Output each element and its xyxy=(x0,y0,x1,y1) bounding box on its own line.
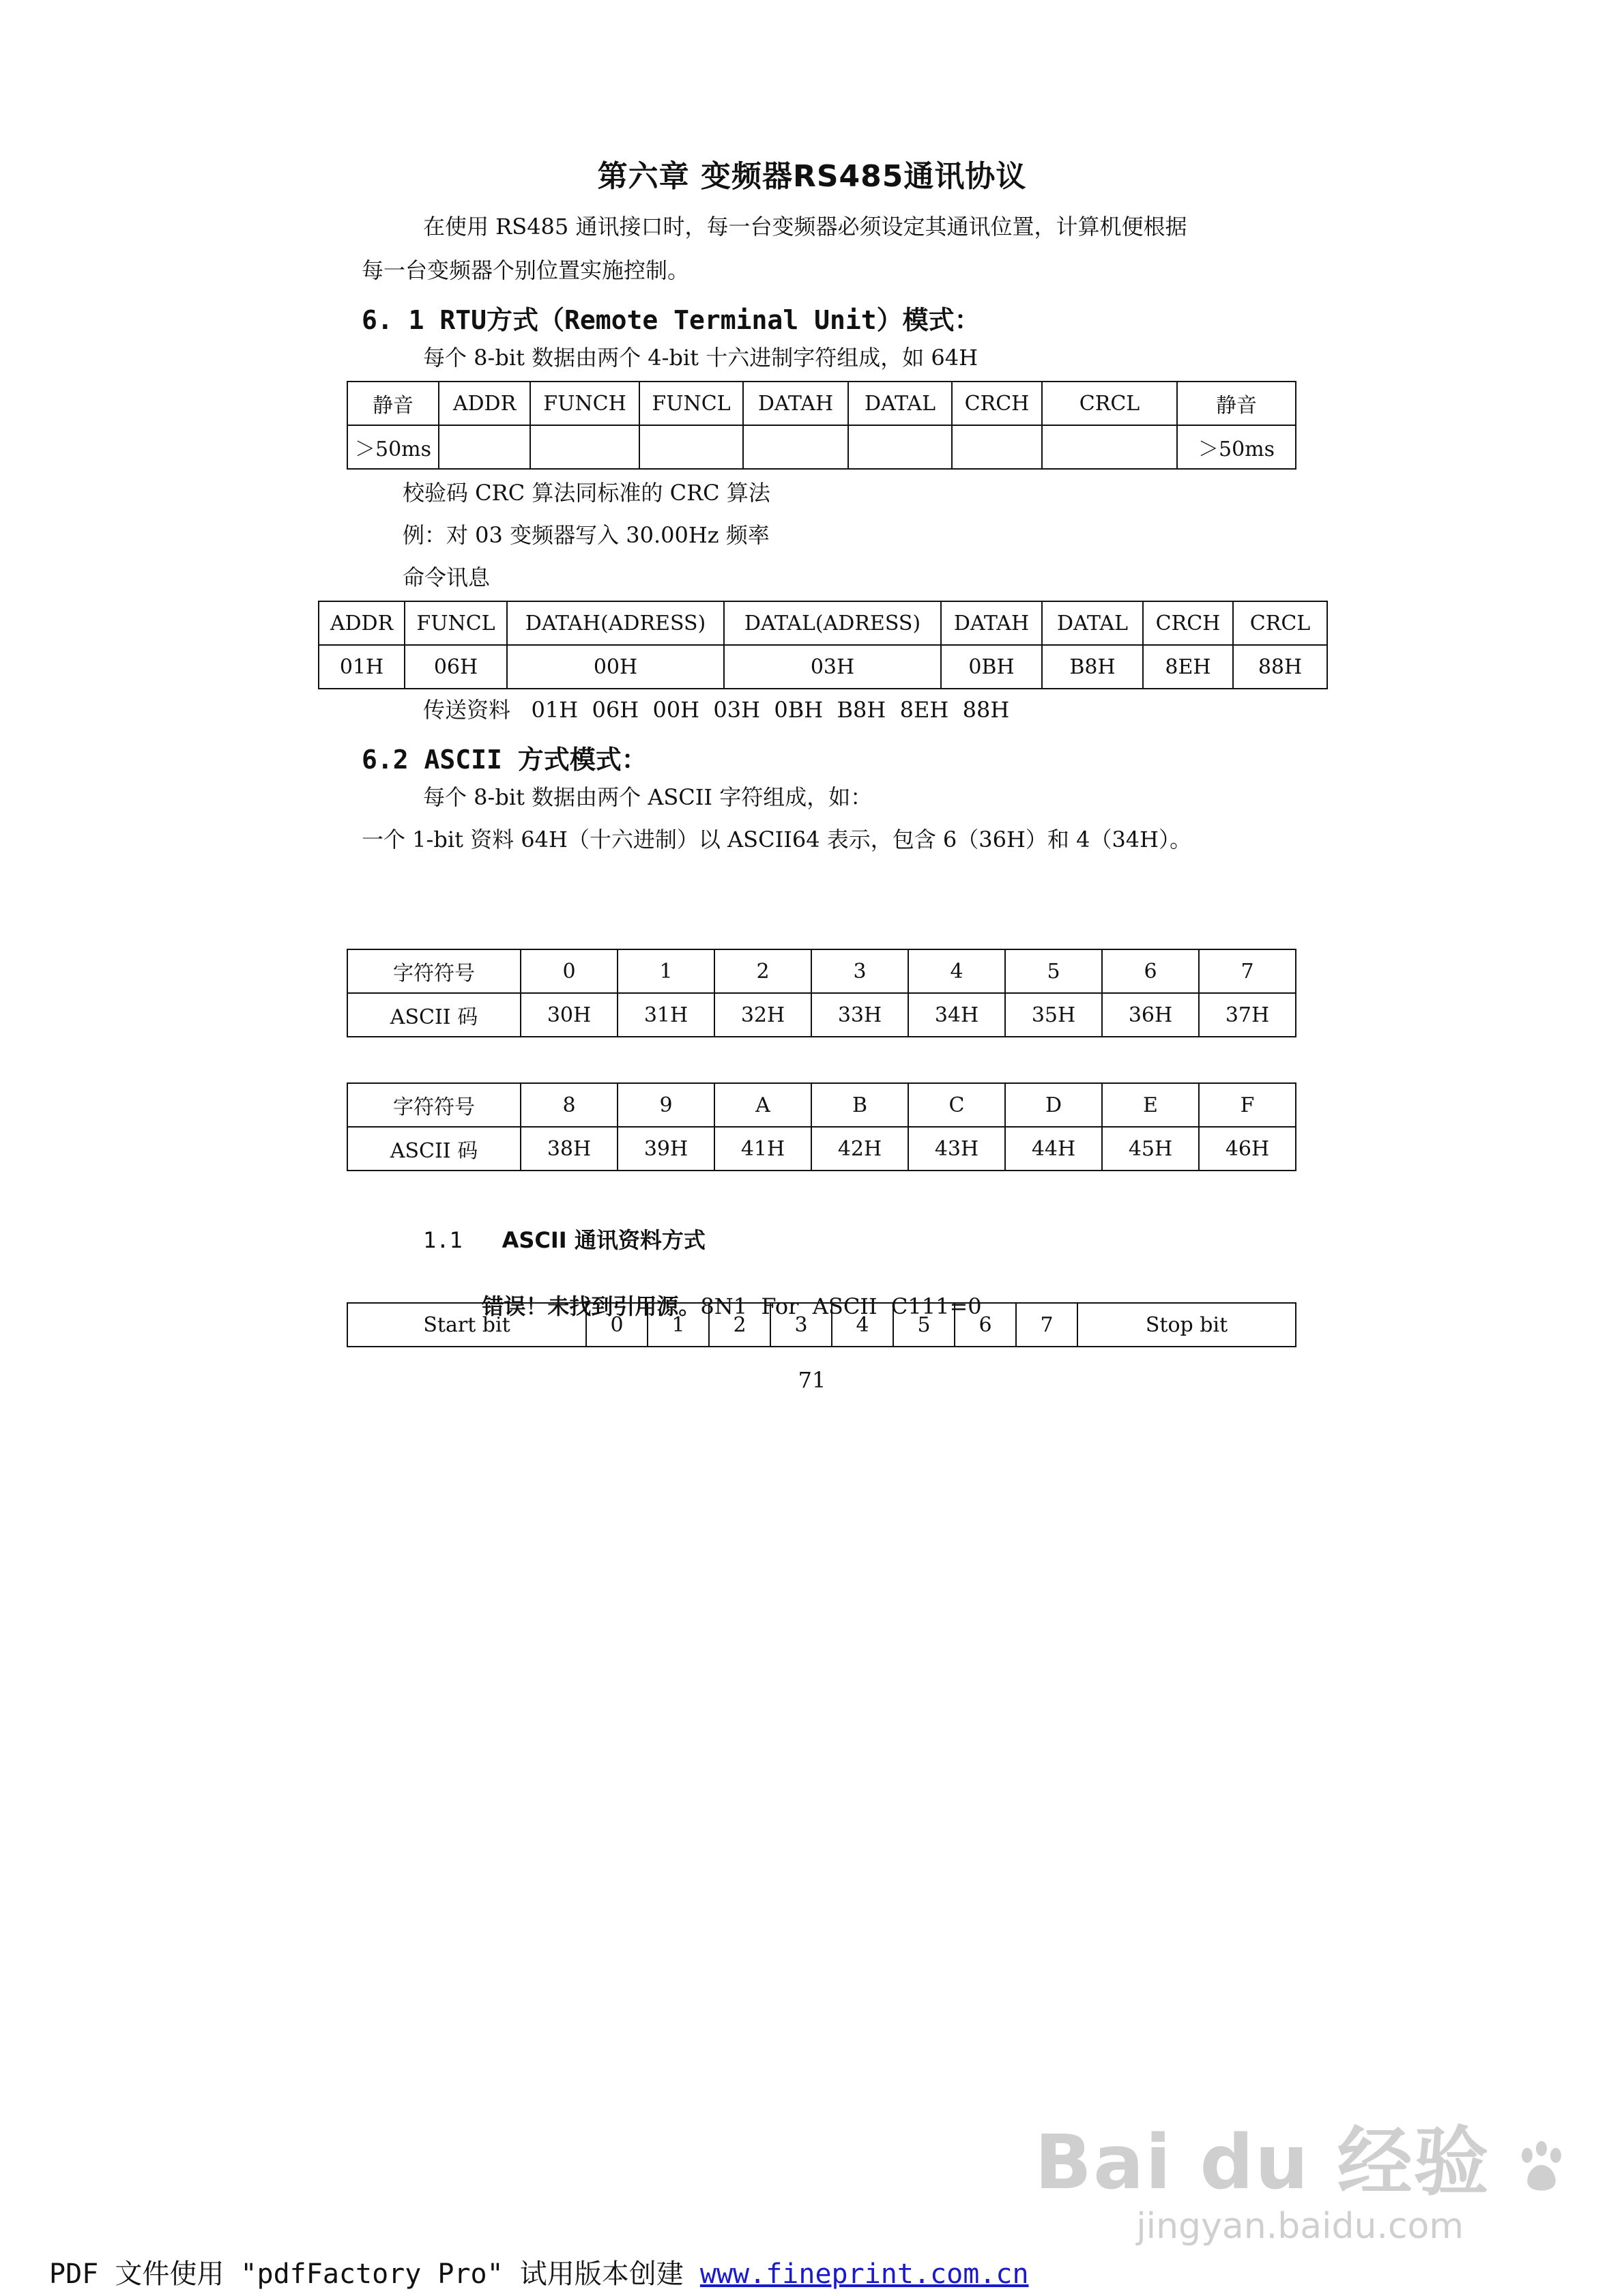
command-header-datah: DATAH xyxy=(941,601,1042,645)
ascii2-char: D xyxy=(1005,1083,1102,1127)
frame-cell-crcl: CRCL xyxy=(1042,382,1177,425)
ascii2-code: 43H xyxy=(908,1127,1005,1171)
frame-cell-funcl: FUNCL xyxy=(639,382,743,425)
ascii1-char: 0 xyxy=(521,949,618,993)
command-header-datah-adress: DATAH(ADRESS) xyxy=(507,601,724,645)
frame-cell-datah: DATAH xyxy=(743,382,848,425)
intro-line-1: 在使用 RS485 通讯接口时，每一台变频器必须设定其通讯位置，计算机便根据 xyxy=(423,214,1187,240)
bit-0: 0 xyxy=(586,1303,648,1347)
rtu-frame-table xyxy=(347,381,1296,470)
bit-3: 3 xyxy=(770,1303,832,1347)
reference-error-text[interactable]: 错误！未找到引用源。 xyxy=(482,1293,701,1319)
frame-cell-timing-start: ＞50ms xyxy=(347,425,439,469)
command-table xyxy=(318,601,1328,689)
frame-cell-empty xyxy=(848,425,952,469)
ascii1-code: 30H xyxy=(521,993,618,1037)
frame-cell-silence-end: 静音 xyxy=(1177,382,1296,425)
ascii1-char: 4 xyxy=(908,949,1005,993)
ascii1-label-code: ASCII 码 xyxy=(347,993,521,1037)
paw-icon xyxy=(1518,2140,1565,2195)
ascii2-label-char: 字符符号 xyxy=(347,1083,521,1127)
command-value-datah-adress: 00H xyxy=(507,645,724,689)
command-value-addr: 01H xyxy=(319,645,405,689)
format-text: 8N1 For ASCII C111=0 xyxy=(700,1293,982,1319)
frame-cell-funch: FUNCH xyxy=(530,382,639,425)
ascii1-code: 32H xyxy=(714,993,811,1037)
ascii2-label-code: ASCII 码 xyxy=(347,1127,521,1171)
watermark-main xyxy=(1034,2102,1565,2210)
bit-stop: Stop bit xyxy=(1077,1303,1296,1347)
ascii1-code: 37H xyxy=(1199,993,1296,1037)
command-header-datal-adress: DATAL(ADRESS) xyxy=(724,601,941,645)
ascii1-char: 1 xyxy=(618,949,714,993)
ascii1-char: 7 xyxy=(1199,949,1296,993)
watermark-sub: jingyan.baidu.com xyxy=(1136,2206,1464,2247)
frame-cell-empty xyxy=(743,425,848,469)
ascii2-code: 39H xyxy=(618,1127,714,1171)
bit-7: 7 xyxy=(1016,1303,1077,1347)
ascii2-code: 45H xyxy=(1102,1127,1199,1171)
section-ascii-heading: 6.2 ASCII 方式模式： xyxy=(362,745,648,775)
section-rtu-heading: 6. 1 RTU方式（Remote Terminal Unit）模式： xyxy=(362,305,981,335)
command-value-datal-adress: 03H xyxy=(724,645,941,689)
subsection-title: ASCII 通讯资料方式 xyxy=(502,1227,706,1253)
ascii-table-1 xyxy=(347,949,1296,1037)
ascii1-code: 36H xyxy=(1102,993,1199,1037)
command-value-datah: 0BH xyxy=(941,645,1042,689)
ascii2-char: A xyxy=(714,1083,811,1127)
bit-6: 6 xyxy=(955,1303,1016,1347)
ascii1-code: 33H xyxy=(811,993,908,1037)
command-header-funcl: FUNCL xyxy=(405,601,507,645)
command-value-funcl: 06H xyxy=(405,645,507,689)
ascii2-code: 44H xyxy=(1005,1127,1102,1171)
subsection-number: 1.1 xyxy=(423,1227,463,1253)
ascii1-code: 31H xyxy=(618,993,714,1037)
command-header-crch: CRCH xyxy=(1143,601,1233,645)
bit-start: Start bit xyxy=(347,1303,586,1347)
frame-cell-empty xyxy=(530,425,639,469)
command-header-crcl: CRCL xyxy=(1233,601,1327,645)
ascii1-char: 5 xyxy=(1005,949,1102,993)
command-value-crch: 8EH xyxy=(1143,645,1233,689)
ascii1-char: 2 xyxy=(714,949,811,993)
crc-note: 校验码 CRC 算法同标准的 CRC 算法 xyxy=(403,480,770,506)
ascii1-char: 6 xyxy=(1102,949,1199,993)
ascii2-char: F xyxy=(1199,1083,1296,1127)
frame-cell-empty xyxy=(1042,425,1177,469)
ascii2-char: 9 xyxy=(618,1083,714,1127)
frame-cell-datal: DATAL xyxy=(848,382,952,425)
frame-cell-crch: CRCH xyxy=(952,382,1042,425)
frame-cell-timing-end: ＞50ms xyxy=(1177,425,1296,469)
frame-cell-empty xyxy=(952,425,1042,469)
transmit-data: 传送资料 01H 06H 00H 03H 0BH B8H 8EH 88H xyxy=(423,697,1010,723)
command-header-datal: DATAL xyxy=(1042,601,1143,645)
ascii2-char: B xyxy=(811,1083,908,1127)
ascii-table-2 xyxy=(347,1082,1296,1171)
baidu-watermark xyxy=(1034,2102,1565,2247)
bit-5: 5 xyxy=(893,1303,955,1347)
frame-cell-empty xyxy=(439,425,530,469)
bit-1: 1 xyxy=(648,1303,709,1347)
rtu-description: 每个 8-bit 数据由两个 4-bit 十六进制字符组成，如 64H xyxy=(423,345,978,371)
bit-2: 2 xyxy=(709,1303,770,1347)
frame-cell-addr: ADDR xyxy=(439,382,530,425)
frame-cell-empty xyxy=(639,425,743,469)
intro-line-2: 每一台变频器个别位置实施控制。 xyxy=(362,257,690,283)
subsection-heading xyxy=(423,1223,706,1254)
ascii1-label-char: 字符符号 xyxy=(347,949,521,993)
command-value-crcl: 88H xyxy=(1233,645,1327,689)
ascii2-char: 8 xyxy=(521,1083,618,1127)
ascii2-code: 38H xyxy=(521,1127,618,1171)
ascii2-code: 46H xyxy=(1199,1127,1296,1171)
ascii1-char: 3 xyxy=(811,949,908,993)
frame-cell-silence-start: 静音 xyxy=(347,382,439,425)
ascii-description-1: 每个 8-bit 数据由两个 ASCII 字符组成，如： xyxy=(423,784,873,810)
footer-text: PDF 文件使用 "pdfFactory Pro" 试用版本创建 xyxy=(49,2258,700,2290)
bit-4: 4 xyxy=(832,1303,893,1347)
page-title: 第六章 变频器RS485通讯协议 xyxy=(597,159,1027,194)
footer-link[interactable]: www.fineprint.com.cn xyxy=(699,2258,1029,2290)
command-header-addr: ADDR xyxy=(319,601,405,645)
ascii1-code: 35H xyxy=(1005,993,1102,1037)
command-value-datal: B8H xyxy=(1042,645,1143,689)
command-label: 命令讯息 xyxy=(403,564,491,590)
example-text: 例：对 03 变频器写入 30.00Hz 频率 xyxy=(403,522,770,548)
ascii1-code: 34H xyxy=(908,993,1005,1037)
ascii2-code: 41H xyxy=(714,1127,811,1171)
ascii-description-2: 一个 1-bit 资料 64H（十六进制）以 ASCII64 表示，包含 6（36H）和 4（34H）。 xyxy=(362,827,1192,852)
bits-table xyxy=(347,1302,1296,1347)
watermark-main-text: Bai du 经验 xyxy=(1034,2119,1490,2206)
ascii2-char: C xyxy=(908,1083,1005,1127)
ascii2-char: E xyxy=(1102,1083,1199,1127)
page-number: 71 xyxy=(798,1367,826,1393)
pdf-footer xyxy=(49,2252,1029,2291)
ascii2-code: 42H xyxy=(811,1127,908,1171)
